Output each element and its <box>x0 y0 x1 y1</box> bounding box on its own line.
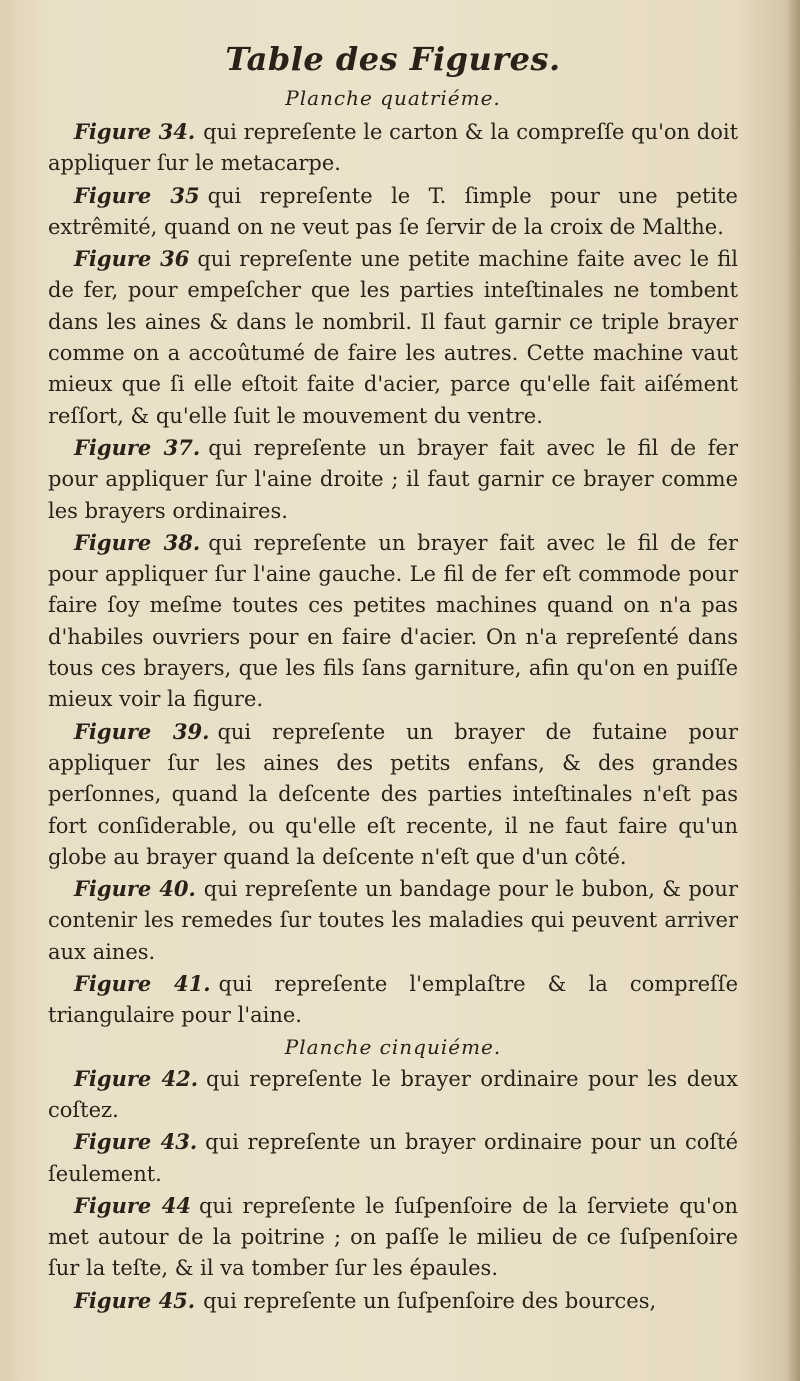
figure-entry <box>48 968 738 1032</box>
figure-label: Figure 42. <box>74 1065 199 1091</box>
figure-entry <box>48 116 738 180</box>
figure-label: Figure 45. <box>74 1287 196 1313</box>
figure-label: Figure 37. <box>74 434 201 460</box>
figure-description: qui repreſente un brayer ordinaire pour un coſté ſeulement. <box>48 1130 739 1186</box>
figure-description: qui repreſente un brayer de futaine pour appliquer ſur les aines des petits enfans, & des grandes perſonnes, quand la deſcente des parties inteſtinales n'eſt pas fort conſiderable, ou qu'elle eſt recente, il ne faut faire qu'un globe au brayer quand la deſcente n'eſt que d'un côté. <box>48 719 739 869</box>
figure-entry <box>48 243 738 432</box>
figure-label: Figure 34. <box>74 119 196 144</box>
figure-entry <box>48 180 738 244</box>
figure-label: Figure 38. <box>74 529 201 555</box>
figure-list-planche-5 <box>48 1063 738 1317</box>
figure-description: qui repreſente une petite machine faite avec le fil de fer, pour empeſcher que les parties inteſtinales ne tombent dans les aines & dans le nombril. Il faut garnir ce triple brayer comme on a accoûtumé de faire les autres. Cette machine vaut mieux que ſi elle eſtoit faite d'acier, parce qu'elle fait aiſément reſſort, & qu'elle ſuit le mouvement du ventre. <box>48 247 738 428</box>
figure-description: qui repreſente le ſuſpenſoire de la ſerviete qu'on met autour de la poitrine ; on paſſe le milieu de ce ſuſpenſoire ſur la teſte, & il va tomber ſur les épaules. <box>48 1193 738 1281</box>
planche-4-heading: Planche quatriéme. <box>285 86 501 110</box>
figure-description: qui repreſente un bandage pour le bubon, & pour contenir les remedes ſur toutes les maladies qui peuvent arriver aux aines. <box>48 877 739 964</box>
figure-label: Figure 41. <box>74 971 211 997</box>
figure-description: qui repreſente un ſuſpenſoire des bources, <box>203 1288 657 1313</box>
figure-entry <box>48 432 738 527</box>
figure-label: Figure 35 <box>74 182 200 208</box>
figure-description: qui repreſente le carton & la compreſſe qu'on doit appliquer ſur le metacarpe. <box>48 120 739 176</box>
figure-list-planche-4 <box>48 116 738 1032</box>
figure-label: Figure 40. <box>74 876 196 902</box>
figure-description: qui repreſente l'emplaſtre & la compreſſe triangulaire pour l'aine. <box>48 972 739 1028</box>
figure-description: qui repreſente le brayer ordinaire pour les deux coſtez. <box>48 1066 739 1122</box>
figure-label: Figure 44 <box>74 1192 191 1218</box>
figure-label: Figure 43. <box>74 1129 198 1155</box>
page-content <box>48 40 738 1317</box>
page-title: Table des Figures. <box>225 40 561 78</box>
figure-entry <box>48 716 738 873</box>
figure-label: Figure 36 <box>74 246 190 272</box>
figure-entry <box>48 527 738 716</box>
figure-entry <box>48 1063 738 1127</box>
page-edge-shadow <box>786 0 800 1381</box>
planche-5-heading: Planche cinquiéme. <box>284 1034 502 1059</box>
figure-description: qui repreſente un brayer fait avec le fil de fer pour appliquer ſur l'aine droite ; il faut garnir ce brayer comme les brayers ordinaires. <box>48 435 738 523</box>
figure-label: Figure 39. <box>74 718 210 744</box>
figure-entry <box>48 1285 738 1317</box>
figure-entry <box>48 873 738 968</box>
figure-entry <box>48 1190 738 1285</box>
figure-description: qui repreſente un brayer fait avec le fil de fer pour appliquer ſur l'aine gauche. Le fil de fer eſt commode pour faire ſoy meſme toutes ces petites machines quand on n'a pas d'habiles ouvriers pour en faire d'acier. On n'a repreſenté dans tous ces brayers, que les fils ſans garniture, afin qu'on en puiſſe mieux voir la figure. <box>48 530 738 712</box>
figure-description: qui repreſente le T. ſimple pour une petite extrêmité, quand on ne veut pas ſe ſervir de la croix de Malthe. <box>48 183 738 239</box>
figure-entry <box>48 1126 738 1190</box>
